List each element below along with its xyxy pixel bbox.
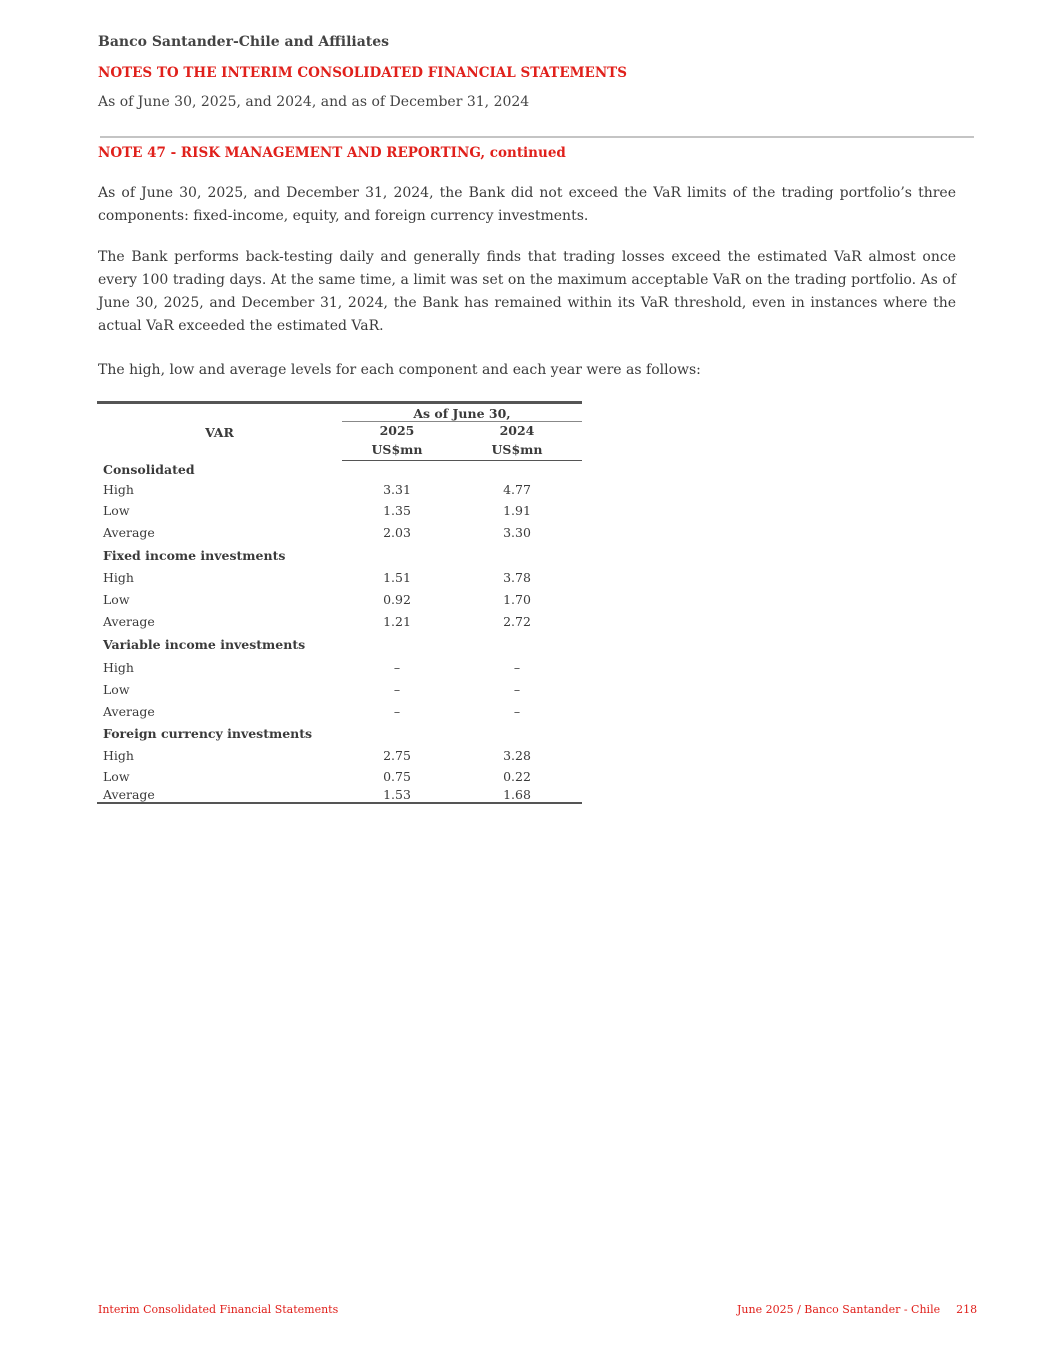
section-consolidated: Consolidated (103, 462, 195, 477)
value-2025: 0.75 (383, 769, 411, 784)
value-2025: – (393, 660, 401, 675)
value-2024: 1.68 (452, 787, 582, 803)
unit-2025-header: US$mn (342, 440, 452, 461)
table-row (97, 589, 582, 611)
paragraph-table-intro: The high, low and average levels for each component and each year were as follows: (98, 362, 701, 378)
value-2024: 4.77 (503, 481, 531, 497)
header-divider (100, 136, 974, 138)
row-label: Low (103, 503, 130, 518)
value-2025: 0.92 (383, 592, 411, 607)
period-header: As of June 30, (342, 403, 582, 422)
value-2024: 0.22 (503, 769, 531, 784)
table-row (97, 745, 582, 767)
row-label: High (103, 570, 134, 585)
row-label: Low (103, 682, 130, 697)
row-label: Low (103, 769, 130, 784)
row-label: High (103, 748, 134, 763)
notes-title: NOTES TO THE INTERIM CONSOLIDATED FINANCIAL STATEMENTS (98, 65, 627, 81)
table-row (97, 657, 582, 679)
value-2024: 1.91 (503, 503, 531, 518)
row-label: Average (103, 525, 155, 540)
value-2025: 2.75 (383, 748, 411, 763)
footer-right (737, 1303, 977, 1316)
value-2024: – (513, 682, 521, 697)
page-number: 218 (956, 1303, 978, 1316)
value-2025: 3.31 (383, 481, 411, 497)
value-2024: – (513, 704, 521, 719)
value-2024: 3.28 (503, 748, 531, 763)
value-2025: 2.03 (383, 525, 411, 540)
value-2025: 1.51 (383, 570, 411, 585)
table-row (97, 787, 582, 803)
row-label: Low (103, 592, 130, 607)
value-2024: 3.30 (503, 525, 531, 540)
table-row (97, 679, 582, 701)
footer-document-title: Interim Consolidated Financial Statements (98, 1303, 339, 1316)
value-2025: 1.35 (383, 503, 411, 518)
value-2025: 1.21 (383, 614, 411, 629)
table-row (97, 567, 582, 589)
year-2025-header: 2025 (379, 423, 415, 439)
value-2024: 3.78 (503, 570, 531, 585)
table-row (97, 767, 582, 787)
paragraph-var-limits: As of June 30, 2025, and December 31, 2024, the Bank did not exceed the VaR limits of the trading portfolio’s three components: fixed-income, equity, and foreign currency investments. (98, 185, 956, 224)
table-row (97, 522, 582, 544)
table-row (97, 500, 582, 522)
row-label: High (103, 481, 134, 497)
row-label: Average (103, 614, 155, 629)
reporting-dates: As of June 30, 2025, and 2024, and as of December 31, 2024 (98, 94, 530, 110)
company-name: Banco Santander-Chile and Affiliates (98, 34, 390, 50)
row-label: Average (97, 787, 342, 803)
section-foreign-currency: Foreign currency investments (103, 726, 313, 741)
paragraph-back-testing: The Bank performs back-testing daily and generally finds that trading losses exceed the estimated VaR almost once every 100 trading days. At the same time, a limit was set on the maximum acceptable VaR on the trading portfolio. As of June 30, 2025, and December 31, 2024, the Bank has remained within its VaR threshold, even in instances where the actual VaR exceeded the estimated VaR. (98, 249, 956, 334)
table-row (97, 479, 582, 500)
table-row (97, 611, 582, 633)
value-2025: 1.53 (342, 787, 452, 803)
row-label: Average (103, 704, 155, 719)
value-2025: – (393, 704, 401, 719)
value-2025: – (393, 682, 401, 697)
var-table (97, 401, 582, 804)
footer-publication: June 2025 / Banco Santander - Chile (737, 1303, 941, 1316)
value-2024: 2.72 (503, 614, 531, 629)
table-row (97, 701, 582, 723)
unit-2024-header: US$mn (452, 440, 582, 461)
var-header: VAR (97, 403, 342, 461)
row-label: High (103, 660, 134, 675)
value-2024: – (513, 660, 521, 675)
note-heading: NOTE 47 - RISK MANAGEMENT AND REPORTING, continued (98, 145, 566, 161)
section-fixed-income: Fixed income investments (103, 547, 286, 563)
section-variable-income: Variable income investments (103, 637, 306, 652)
value-2024: 1.70 (503, 592, 531, 607)
year-2024-header: 2024 (499, 423, 535, 439)
